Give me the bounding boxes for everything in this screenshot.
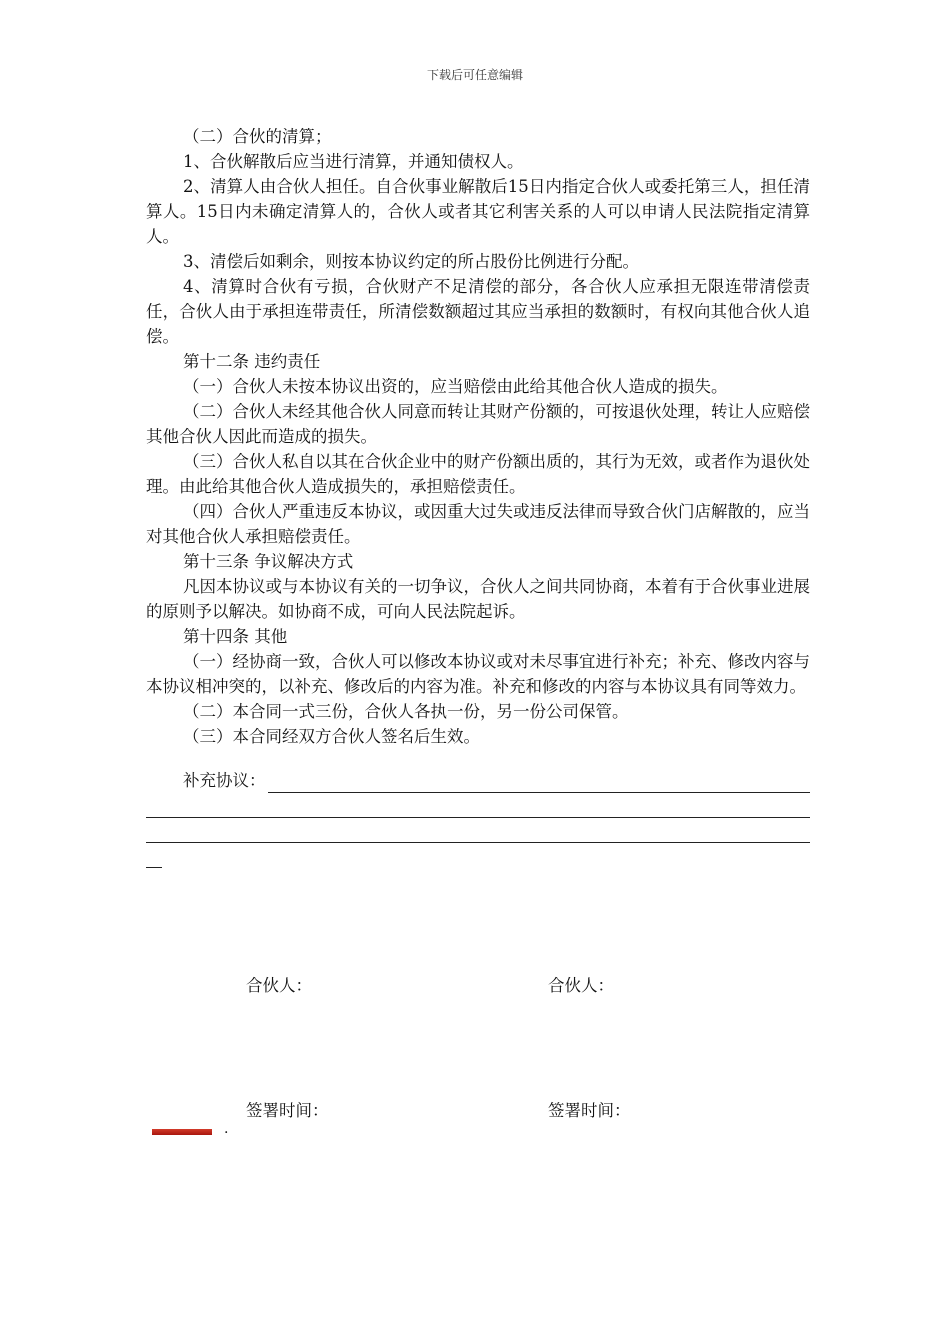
paragraph: 2、清算人由合伙人担任。自合伙事业解散后15日内指定合伙人或委托第三人，担任清算人。15日内未确定清算人的，合伙人或者其它利害关系的人可以申请人民法院指定清算人。 xyxy=(146,177,810,246)
supplement-blank-line[interactable] xyxy=(146,801,810,818)
article-heading-12: 第十二条 违约责任 xyxy=(183,352,321,371)
paragraph: （一）合伙人未按本协议出资的，应当赔偿由此给其他合伙人造成的损失。 xyxy=(183,377,728,396)
supplement-blank-line[interactable] xyxy=(146,851,162,868)
paragraph: 凡因本协议或与本协议有关的一切争议，合伙人之间共同协商，本着有于合伙事业进展的原则予以解决。如协商不成，可向人民法院起诉。 xyxy=(146,577,810,621)
footer-dot: . xyxy=(224,1121,229,1137)
article-heading-14: 第十四条 其他 xyxy=(183,627,288,646)
paragraph: 1、合伙解散后应当进行清算，并通知债权人。 xyxy=(183,152,524,171)
paragraph: （四）合伙人严重违反本协议，或因重大过失或违反法律而导致合伙门店解散的，应当对其他合伙人承担赔偿责任。 xyxy=(146,502,810,546)
sign-date-label-left: 签署时间： xyxy=(246,1101,329,1120)
supplement-blank-line[interactable] xyxy=(268,774,811,793)
document-body xyxy=(146,124,810,868)
paragraph: 3、清偿后如剩余，则按本协议约定的所占股份比例进行分配。 xyxy=(183,252,639,271)
paragraph: 4、清算时合伙有亏损，合伙财产不足清偿的部分，各合伙人应承担无限连带清偿责任，合伙人由于承担连带责任，所清偿数额超过其应当承担的数额时，有权向其他合伙人追偿。 xyxy=(146,277,810,346)
paragraph: （二）合伙人未经其他合伙人同意而转让其财产份额的，可按退伙处理，转让人应赔偿其他合伙人因此而造成的损失。 xyxy=(146,402,810,446)
paragraph: （一）经协商一致，合伙人可以修改本协议或对未尽事宜进行补充；补充、修改内容与本协议相冲突的，以补充、修改后的内容为准。补充和修改的内容与本协议具有同等效力。 xyxy=(146,652,810,696)
paragraph: （三）本合同经双方合伙人签名后生效。 xyxy=(183,727,480,746)
paragraph: （二）本合同一式三份，合伙人各执一份，另一份公司保管。 xyxy=(183,702,629,721)
red-bar-decoration xyxy=(152,1129,212,1135)
paragraph: （三）合伙人私自以其在合伙企业中的财产份额出质的，其行为无效，或者作为退伙处理。由此给其他合伙人造成损失的，承担赔偿责任。 xyxy=(146,452,810,496)
supplement-section xyxy=(146,768,810,868)
supplement-label: 补充协议： xyxy=(183,771,266,790)
partner-label-right: 合伙人： xyxy=(548,976,614,995)
page-header: 下载后可任意编辑 xyxy=(426,68,523,82)
paragraph: （二）合伙的清算； xyxy=(183,127,332,146)
article-heading-13: 第十三条 争议解决方式 xyxy=(183,552,354,571)
supplement-blank-line[interactable] xyxy=(146,826,810,843)
sign-date-label-right: 签署时间： xyxy=(548,1101,631,1120)
partner-label-left: 合伙人： xyxy=(246,976,312,995)
